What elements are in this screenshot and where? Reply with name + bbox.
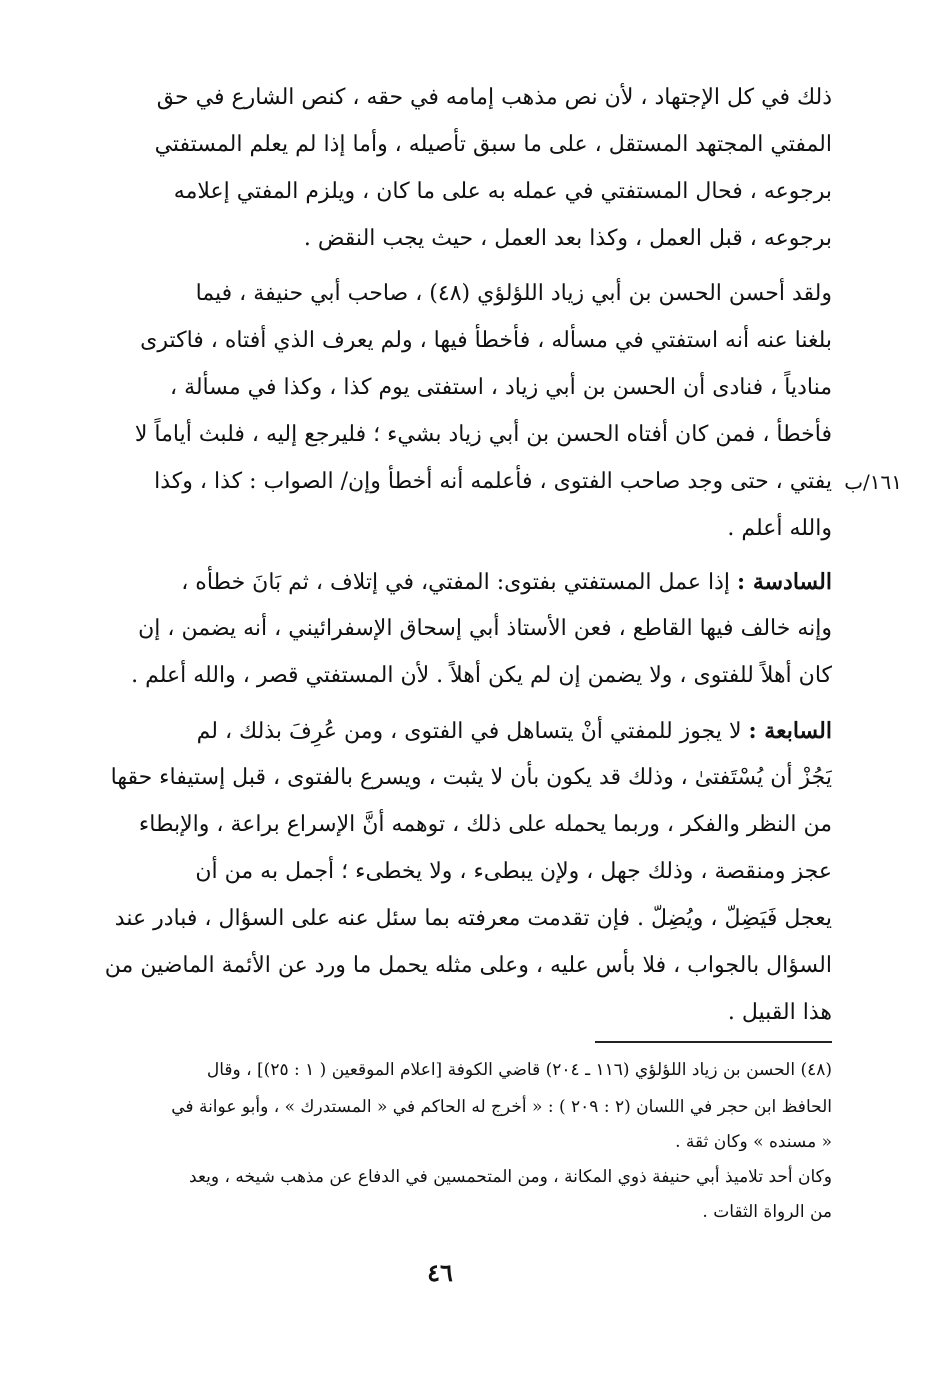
- body-line: هذا القبيل .: [727, 1000, 832, 1025]
- body-line: يَجُزْ أن يُسْتَفتىٰ ، وذلك قد يكون بأن لا يثبت ، ويسرع بالفتوى ، قبل إستيفاء حقها: [110, 765, 832, 790]
- body-line: عجز ومنقصة ، وذلك جهل ، ولإن يبطىء ، ولا يخطىء ؛ أجمل به من أن: [195, 859, 832, 884]
- body-line: منادياً ، فنادى أن الحسن بن أبي زياد ، استفتى يوم كذا ، وكذا في مسألة ،: [169, 375, 832, 400]
- heading-sixth: السادسة :: [737, 569, 832, 595]
- body-line: وإنه خالف فيها القاطع ، فعن الأستاذ أبي إسحاق الإسفرائيني ، أنه يضمن ، إن: [138, 616, 832, 641]
- body-line: [86, 711, 832, 751]
- body-line: بلغنا عنه أنه استفتي في مسأله ، فأخطأ فيها ، ولم يعرف الذي أفتاه ، فاكترى: [140, 328, 832, 353]
- body-line: برجوعه ، قبل العمل ، وكذا بعد العمل ، حيث يجب النقض .: [303, 226, 832, 251]
- body-line: [86, 562, 832, 602]
- body-line: من النظر والفكر ، وربما يحمله على ذلك ، توهمه أنَّ الإسراع براعة ، والإبطاء: [138, 812, 832, 837]
- body-line: والله أعلم .: [727, 516, 832, 541]
- heading-seventh: السابعة :: [748, 718, 832, 744]
- body-line: المفتي المجتهد المستقل ، على ما سبق تأصيله ، وأما إذا لم يعلم المستفتي: [154, 132, 832, 157]
- body-line: ولقد أحسن الحسن بن أبي زياد اللؤلؤي (٤٨) ، صاحب أبي حنيفة ، فيما: [195, 281, 832, 306]
- body-line: يعجل فَيَضِلّ ، ويُضِلّ . فإن تقدمت معرفته بما سئل عنه على السؤال ، فبادر عند: [114, 906, 832, 931]
- body-line-text: إذا عمل المستفتي بفتوى: المفتي، في إتلاف ، ثم بَانَ خطأه ،: [181, 570, 731, 595]
- body-line-text: لا يجوز للمفتي أنْ يتساهل في الفتوى ، ومن عُرِفَ بذلك ، لم: [196, 719, 742, 744]
- footnote-divider: [595, 1041, 832, 1043]
- body-line: يفتي ، حتى وجد صاحب الفتوى ، فأعلمه أنه أخطأ وإن/ الصواب : كذا ، وكذا: [154, 469, 832, 494]
- page-number: ٤٦: [427, 1258, 453, 1287]
- body-line: فأخطأ ، فمن كان أفتاه الحسن بن أبي زياد بشيء ؛ فليرجع إليه ، فلبث أياماً لا: [134, 422, 832, 447]
- footnote-line: من الرواة الثقات .: [702, 1202, 832, 1222]
- footnote-line: (٤٨) الحسن بن زياد اللؤلؤي (١١٦ ـ ٢٠٤) قاضي الكوفة [اعلام الموقعين ( ١ : ٢٥)] ، وقال: [206, 1060, 832, 1080]
- body-line: كان أهلاً للفتوى ، ولا يضمن إن لم يكن أهلاً . لأن المستفتي قصر ، والله أعلم .: [131, 663, 832, 688]
- margin-folio-note: ١٦١/ب: [844, 470, 902, 494]
- body-line: السؤال بالجواب ، فلا بأس عليه ، وعلى مثله يحمل ما ورد عن الأئمة الماضين من: [104, 953, 832, 978]
- body-line: ذلك في كل الإجتهاد ، لأن نص مذهب إمامه في حقه ، كنص الشارع في حق: [156, 85, 832, 110]
- footnote-line: وكان أحد تلاميذ أبي حنيفة ذوي المكانة ، ومن المتحمسين في الدفاع عن مذهب شيخه ، ويعد: [189, 1167, 832, 1187]
- footnote-line: « مسنده » وكان ثقة .: [675, 1132, 832, 1152]
- body-line: برجوعه ، فحال المستفتي في عمله به على ما كان ، ويلزم المفتي إعلامه: [173, 179, 832, 204]
- footnote-line: الحافظ ابن حجر في اللسان (٢ : ٢٠٩ ) : « أخرج له الحاكم في « المستدرك » ، وأبو عوانة في: [171, 1097, 832, 1117]
